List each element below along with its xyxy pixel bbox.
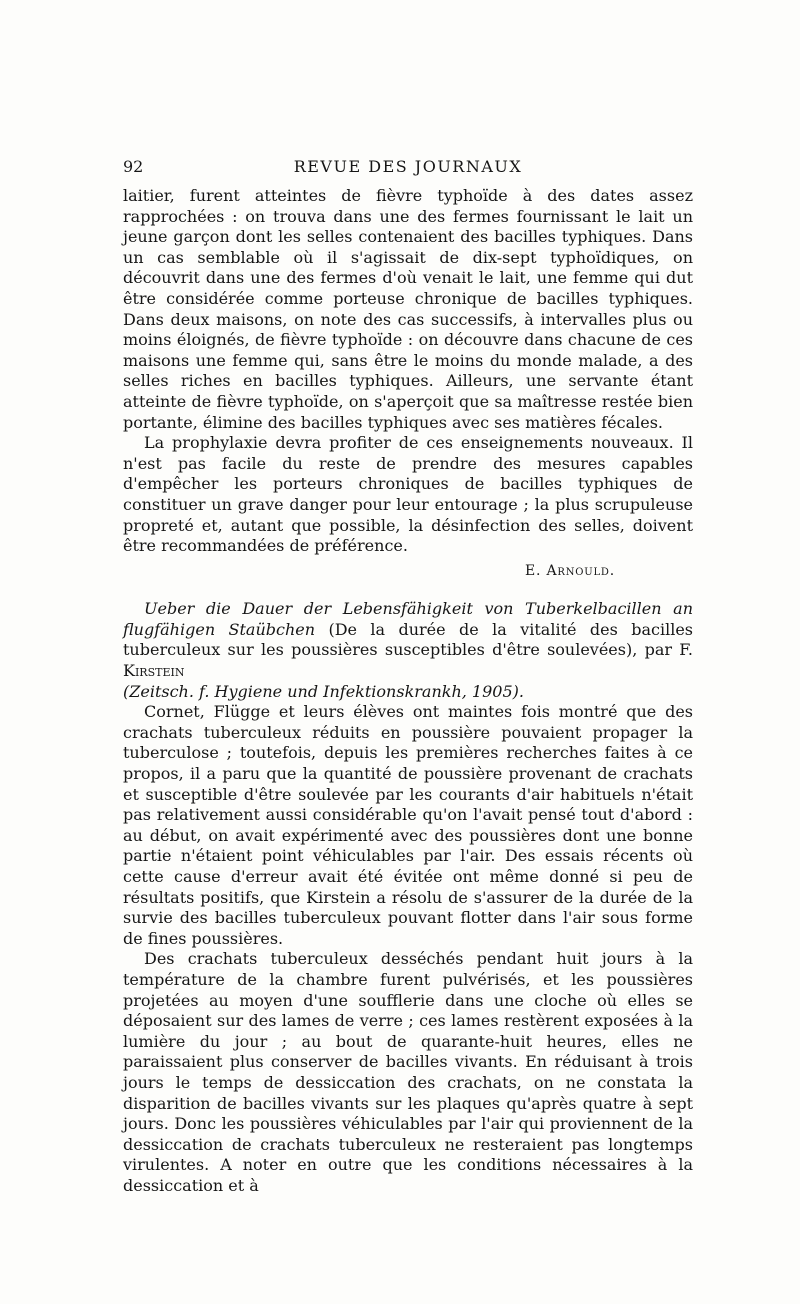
article-source: (Zeitsch. f. Hygiene und Infektionskrankh, 1905). xyxy=(123,681,524,701)
author-signature xyxy=(123,561,693,582)
article-translation: (De la durée de la vitalité des bacilles tuberculeux sur les poussières susceptibles d'être soulevées), par F. xyxy=(123,619,693,660)
page-header xyxy=(123,155,693,179)
article-title: Ueber die Dauer der Lebensfähigkeit von Tuberkelbacillen an flugfähigen Staübchen xyxy=(123,599,693,639)
paragraph-cornet: Cornet, Flügge et leurs élèves ont maintes fois montré que des crachats tuberculeux réduits en poussière pouvaient propager la tuberculose ; toutefois, depuis les premières recherches faites à ce propos, il a paru que la quantité de poussière provenant de crachats et susceptible d'être soulevée par les courants d'air habituels n'était pas relativement aussi considérable qu'on l'avait pensé tout d'abord : au début, on avait expérimenté avec des poussières dont une bonne partie n'étaient point véhiculables par l'air. Des essais récents où cette cause d'erreur avait été évitée ont même donné si peu de résultats positifs, que Kirstein a résolu de s'assurer de la durée de la survie des bacilles tuberculeux pouvant flotter dans l'air sous forme de fines poussières. xyxy=(123,702,693,948)
article-citation xyxy=(123,599,693,702)
running-title: REVUE DES JOURNAUX xyxy=(293,157,523,176)
author-name: E. Arnould. xyxy=(524,562,615,579)
paragraph-experiment: Des crachats tuberculeux desséchés pendant huit jours à la température de la chambre furent pulvérisés, et les poussières projetées au moyen d'une soufflerie dans une cloche où elles se déposaient sur des lames de verre ; ces lames restèrent exposées à la lumière du jour ; au bout de quarante-huit heures, elles ne paraissaient plus conserver de bacilles vivants. En réduisant à trois jours le temps de dessiccation des crachats, on ne constata la disparition de bacilles vivants sur les plaques qu'après quatre à sept jours. Donc les poussières véhiculables par l'air qui proviennent de la dessiccation de crachats tuberculeux ne resteraient pas longtemps virulentes. A noter en outre que les conditions nécessaires à la dessiccation et à xyxy=(123,949,693,1195)
paragraph-continued: laitier, furent atteintes de fièvre typhoïde à des dates assez rapprochées : on trouva dans une des fermes fournissant le lait un jeune garçon dont les selles contenaient des bacilles typhiques. Dans un cas semblable où il s'agissait de dix-sept typhoïdiques, on découvrit dans une des fermes d'où venait le lait, une femme qui dut être considérée comme porteuse chronique de bacilles typhiques. Dans deux maisons, on note des cas successifs, à intervalles plus ou moins éloignés, de fièvre typhoïde : on découvre dans chacune de ces maisons une femme qui, sans être le moins du monde malade, a des selles riches en bacilles typhiques. Ailleurs, une servante étant atteinte de fièvre typhoïde, on s'aperçoit que sa maîtresse restée bien portante, élimine des bacilles typhiques avec ses matières fécales. xyxy=(123,186,693,432)
body-text xyxy=(123,186,693,1197)
page-number: 92 xyxy=(123,157,144,176)
article-author: Kirstein xyxy=(123,661,185,681)
paragraph-prophylaxis: La prophylaxie devra profiter de ces enseignements nouveaux. Il n'est pas facile du reste de prendre des mesures capables d'empêcher les porteurs chroniques de bacilles typhiques de constituer un grave danger pour leur entourage ; la plus scrupuleuse propreté et, autant que possible, la désinfection des selles, doivent être recommandées de préférence. xyxy=(123,433,693,556)
